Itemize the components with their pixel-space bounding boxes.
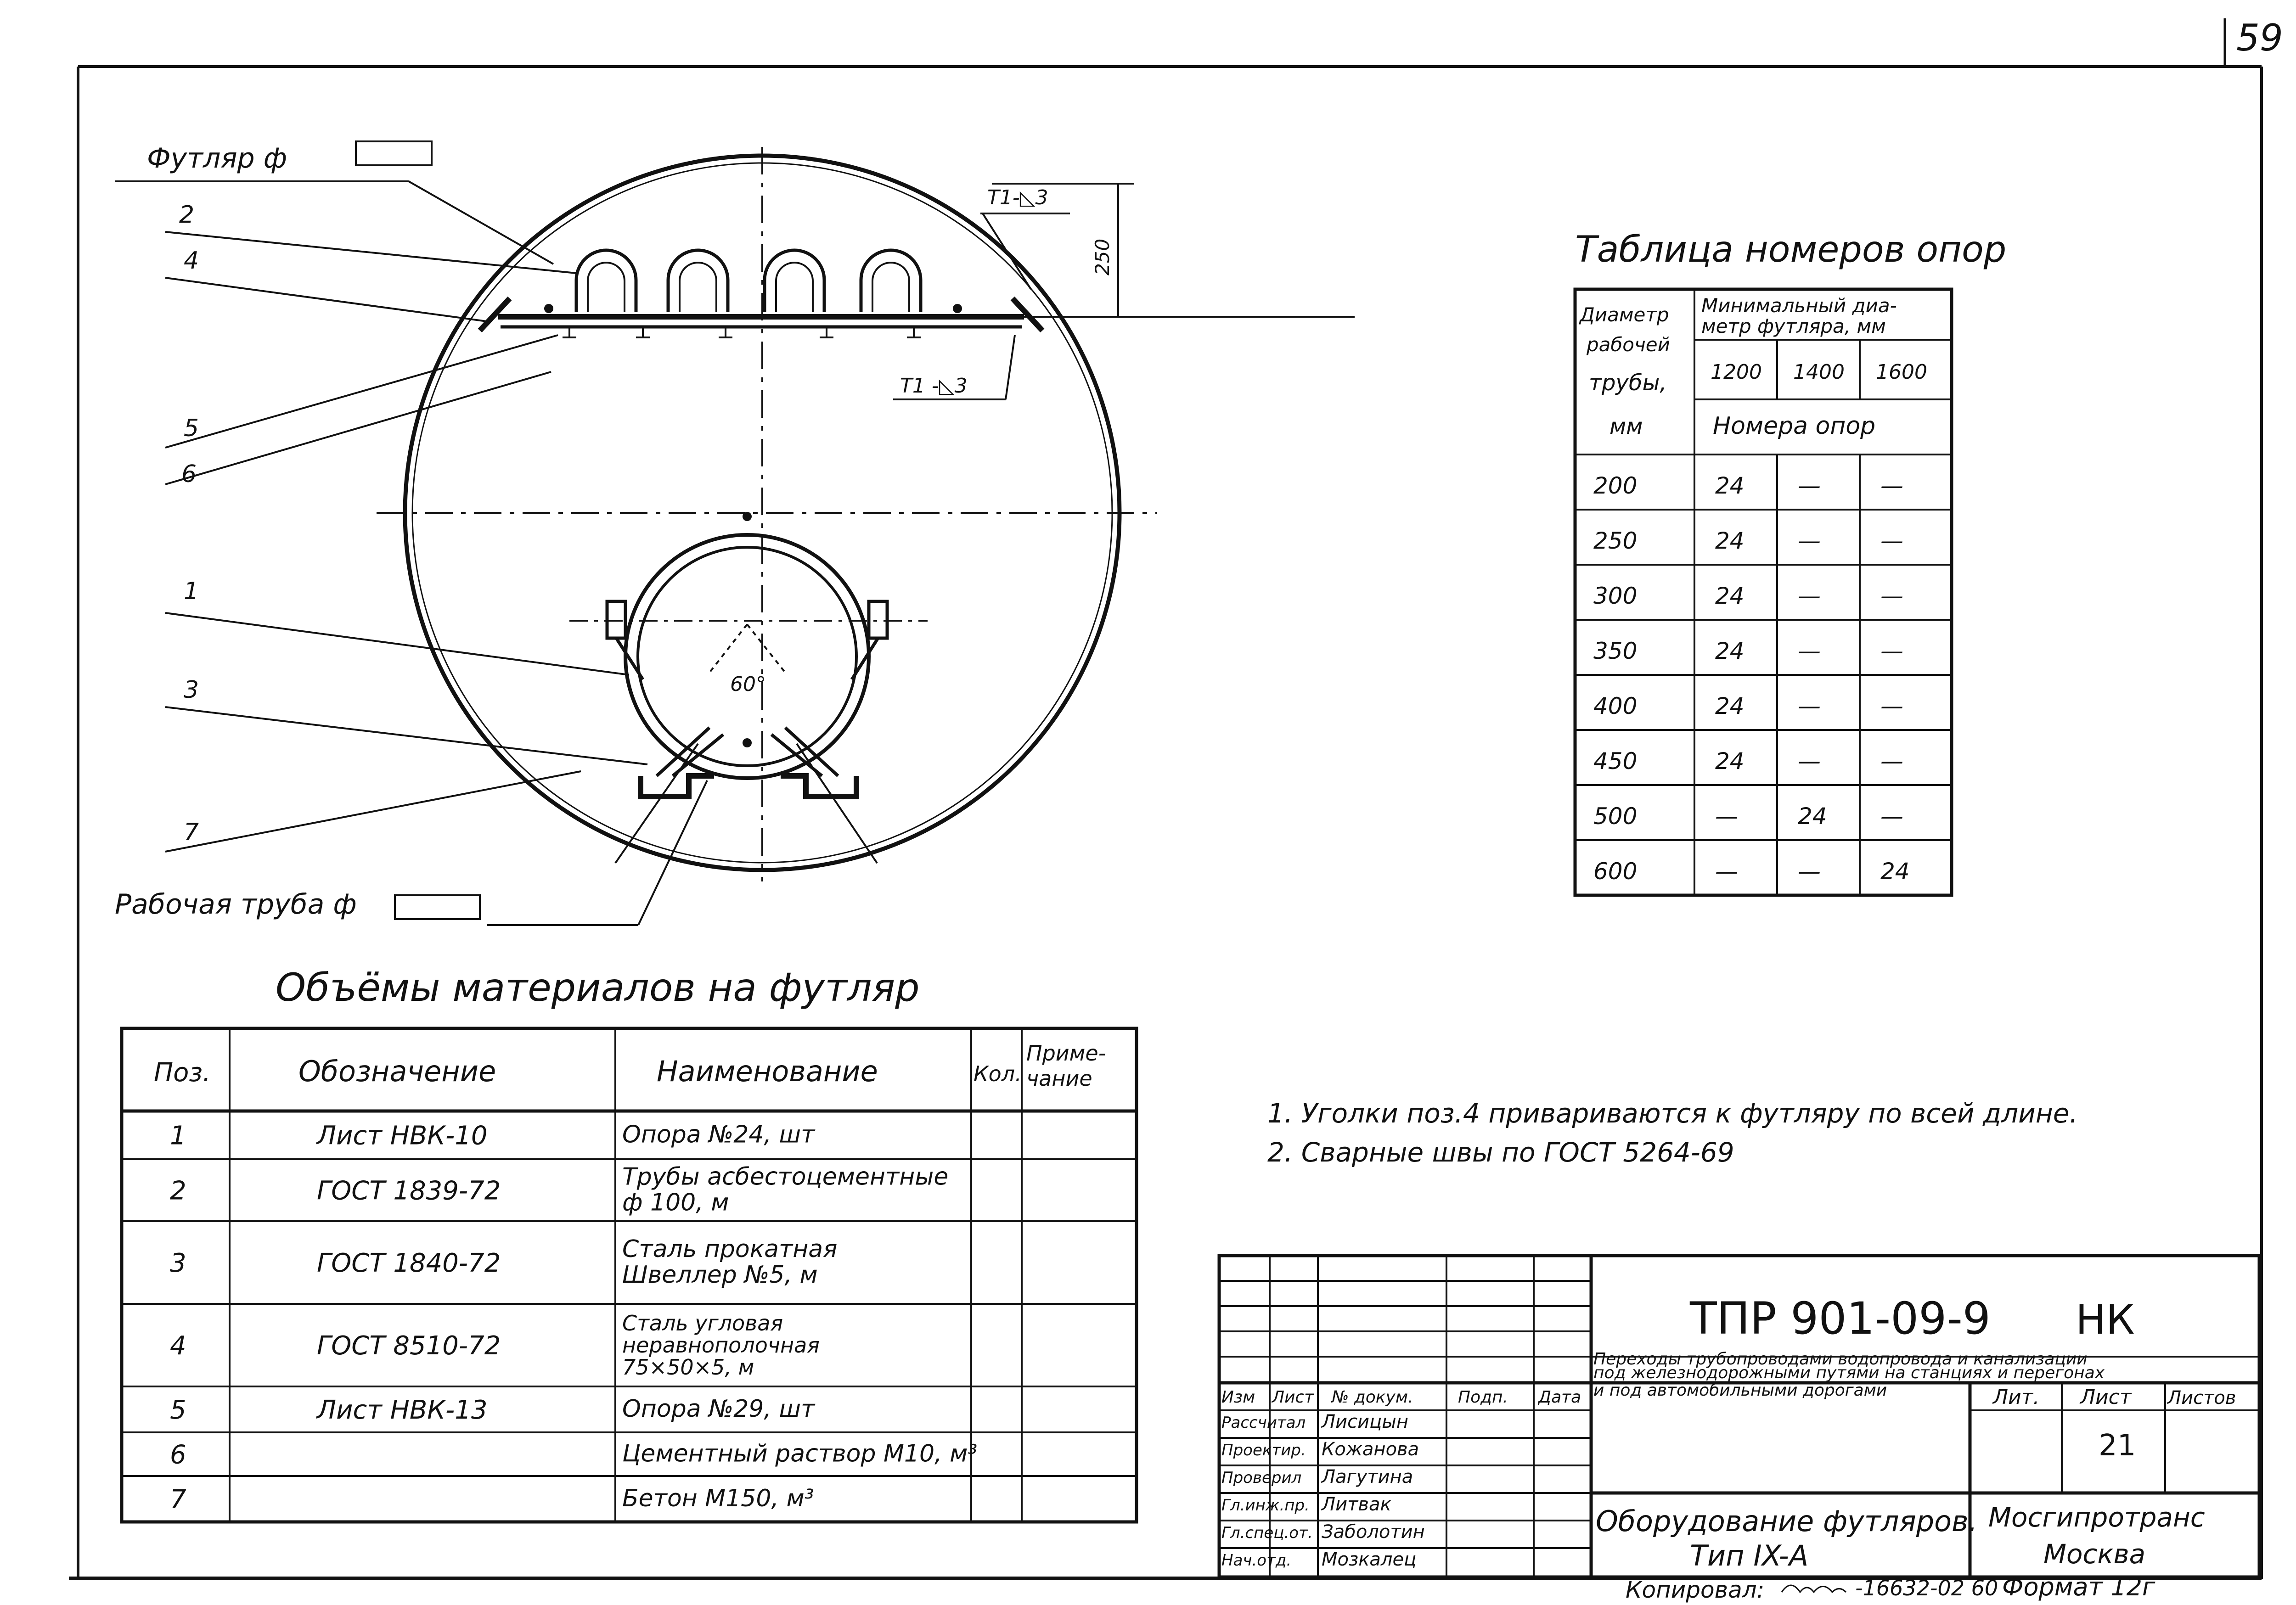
supports-row-cell: — <box>1880 803 1903 830</box>
hdr-izm: Изм <box>1221 1388 1255 1407</box>
materials-table-title: Объёмы материалов на футляр <box>276 965 920 1010</box>
angle-label: 60° <box>730 673 766 696</box>
materials-row-designation: Лист НВК-10 <box>317 1121 488 1151</box>
sheet-label: Лист <box>2080 1386 2132 1409</box>
pos-6-label: 6 <box>181 460 197 488</box>
project-line-3: и под автомобильными дорогами <box>1593 1381 1887 1400</box>
materials-row-name: ф 100, м <box>622 1189 729 1217</box>
materials-row-name: Сталь угловая <box>622 1311 783 1336</box>
supports-row-diameter: 250 <box>1593 528 1638 554</box>
diameter-header-line-1: Диаметр <box>1580 303 1669 326</box>
materials-row-pos: 4 <box>170 1331 186 1361</box>
pos-1-label: 1 <box>184 578 199 605</box>
numbers-header: Номера опор <box>1713 412 1876 440</box>
weld-label-side: Т1 -◺3 <box>900 374 968 398</box>
project-line-2: под железнодорожными путями на станциях и перегонах <box>1593 1364 2105 1382</box>
materials-rows <box>170 1121 977 1515</box>
size-1400: 1400 <box>1793 360 1845 384</box>
supports-row-cell: — <box>1798 858 1821 885</box>
supports-row-cell: — <box>1880 693 1903 719</box>
drawing-code: ТПР 901-09-9 <box>1690 1293 1991 1344</box>
supports-row-cell: — <box>1798 472 1821 499</box>
supports-row-cell: — <box>1798 693 1821 719</box>
supports-row-cell: 24 <box>1715 693 1745 719</box>
supports-row-cell: 24 <box>1715 583 1745 609</box>
supports-row-diameter: 450 <box>1593 748 1638 774</box>
supports-row-cell: 24 <box>1715 472 1745 499</box>
page-number: 59 <box>2236 17 2283 59</box>
working-pipe-inner <box>638 547 856 766</box>
dimension-250: 250 <box>1091 238 1114 275</box>
copied-label: Копировал: <box>1626 1577 1765 1603</box>
project-line-1: Переходы трубопроводами водопровода и канализации <box>1593 1350 2088 1369</box>
header-note-line-1: Приме- <box>1026 1041 1106 1066</box>
min-header-line-2: метр футляра, мм <box>1701 315 1886 337</box>
materials-row-pos: 3 <box>170 1248 186 1278</box>
diameter-header-line-4: мм <box>1609 414 1643 439</box>
supports-row-cell: — <box>1880 472 1903 499</box>
supports-table <box>1575 229 2006 895</box>
pos-4-label: 4 <box>184 247 199 275</box>
format-label: Формат 12г <box>2002 1572 2155 1601</box>
supports-row-cell: 24 <box>1715 748 1745 774</box>
people-rows <box>1221 1411 1425 1570</box>
header-name: Наименование <box>657 1055 878 1088</box>
size-1200: 1200 <box>1711 360 1762 384</box>
pos-7-label: 7 <box>184 819 199 846</box>
hdr-doc: № докум. <box>1332 1388 1413 1407</box>
materials-row-name: Опора №24, шт <box>622 1121 815 1149</box>
supports-row-cell: 24 <box>1880 858 1910 885</box>
casing-label: Футляр ф <box>147 142 287 174</box>
note-1: 1. Уголки поз.4 привариваются к футляру по всей длине. <box>1267 1098 2078 1129</box>
supports-row-diameter: 300 <box>1593 583 1638 609</box>
supports-row-cell: — <box>1880 748 1903 774</box>
materials-row-pos: 6 <box>170 1440 186 1470</box>
supports-row-diameter: 200 <box>1593 472 1638 499</box>
supports-row-diameter: 500 <box>1593 803 1638 830</box>
materials-row-name: Опора №29, шт <box>622 1395 815 1423</box>
pos-2-label: 2 <box>179 201 195 229</box>
materials-row-name: Сталь прокатная <box>622 1235 838 1263</box>
drawing-title-line-2: Тип IX-А <box>1690 1539 1809 1572</box>
diameter-header-line-2: рабочей <box>1587 333 1670 356</box>
size-1600: 1600 <box>1876 360 1927 384</box>
materials-table <box>122 965 1137 1522</box>
organization-line-2: Москва <box>2043 1538 2146 1570</box>
supports-row-cell: — <box>1798 583 1821 609</box>
min-header-line-1: Минимальный диа- <box>1701 294 1897 317</box>
materials-row-name: 75×50×5, м <box>622 1355 754 1380</box>
note-2: 2. Сварные швы по ГОСТ 5264-69 <box>1267 1137 1734 1168</box>
header-note-line-2: чание <box>1026 1066 1092 1091</box>
supports-row-cell: — <box>1880 583 1903 609</box>
supports-row-cell: — <box>1798 748 1821 774</box>
materials-row-name: неравнополочная <box>622 1333 820 1358</box>
supports-row-cell: — <box>1798 638 1821 664</box>
supports-row-cell: — <box>1715 858 1738 885</box>
materials-row-designation: ГОСТ 1840-72 <box>317 1248 501 1278</box>
person-name: Лисицын <box>1322 1411 1409 1432</box>
supports-row-cell: 24 <box>1715 528 1745 554</box>
person-role: Проектир. <box>1221 1441 1306 1459</box>
casing-diameter-box <box>356 141 432 165</box>
notes <box>1267 1098 2078 1168</box>
materials-row-pos: 7 <box>170 1485 186 1515</box>
weld-label-top: Т1-◺3 <box>987 186 1048 209</box>
stage-label: Лит. <box>1993 1386 2040 1409</box>
materials-row-name: Трубы асбестоцементные <box>622 1163 949 1191</box>
materials-row-pos: 2 <box>170 1176 186 1206</box>
supports-row-cell: 24 <box>1715 638 1745 664</box>
drawing-title-line-1: Оборудование футляров. <box>1596 1504 1978 1538</box>
pos-5-label: 5 <box>184 415 199 442</box>
supports-row-diameter: 600 <box>1593 858 1638 885</box>
materials-row-pos: 1 <box>170 1121 186 1151</box>
supports-row-cell: — <box>1715 803 1738 830</box>
diameter-header-line-3: трубы, <box>1589 370 1667 396</box>
supports-row-cell: — <box>1880 638 1903 664</box>
pos-3-label: 3 <box>184 676 199 704</box>
person-name: Мозкалец <box>1322 1549 1417 1570</box>
materials-row-name: Бетон М150, м³ <box>622 1485 814 1512</box>
organization-line-1: Мосгипротранс <box>1988 1502 2205 1533</box>
person-role: Проверил <box>1221 1469 1302 1487</box>
materials-row-pos: 5 <box>170 1395 186 1425</box>
materials-row-designation: ГОСТ 1839-72 <box>317 1176 501 1206</box>
cross-section-drawing <box>115 141 1355 925</box>
hdr-date: Дата <box>1538 1388 1581 1407</box>
copier-signature <box>1782 1585 1846 1592</box>
materials-row-designation: ГОСТ 8510-72 <box>317 1331 501 1361</box>
asbestos-pipes <box>576 250 921 312</box>
supports-row-diameter: 400 <box>1593 693 1638 719</box>
person-name: Заболотин <box>1322 1521 1425 1543</box>
person-name: Литвак <box>1322 1494 1391 1515</box>
supports-row-diameter: 350 <box>1593 638 1638 664</box>
materials-row-name: Швеллер №5, м <box>622 1261 818 1289</box>
person-role: Рассчитал <box>1221 1414 1306 1432</box>
materials-row-designation: Лист НВК-13 <box>317 1395 488 1425</box>
person-role: Гл.спец.от. <box>1221 1524 1313 1542</box>
working-pipe-label: Рабочая труба ф <box>115 888 357 920</box>
supports-table-title: Таблица номеров опор <box>1575 229 2007 270</box>
person-name: Лагутина <box>1322 1466 1413 1487</box>
footer <box>1626 1572 2155 1603</box>
person-role: Нач.отд. <box>1221 1551 1292 1570</box>
person-name: Кожанова <box>1322 1439 1419 1460</box>
materials-row-name: Цементный раствор М10, м³ <box>622 1440 978 1468</box>
title-block <box>1219 1256 2259 1577</box>
header-qty: Кол. <box>974 1061 1022 1086</box>
header-pos: Поз. <box>154 1058 211 1088</box>
supports-row-cell: — <box>1880 528 1903 554</box>
hdr-sign: Подп. <box>1458 1388 1508 1407</box>
order-number: -16632-02 60 <box>1855 1576 1998 1600</box>
supports-rows <box>1593 472 1910 885</box>
supports-row-cell: — <box>1798 528 1821 554</box>
sheet-number: 21 <box>2099 1429 2136 1463</box>
drawing-code-suffix: НК <box>2076 1296 2135 1343</box>
supports-row-cell: 24 <box>1798 803 1827 830</box>
header-designation: Обозначение <box>298 1055 496 1088</box>
working-pipe-diameter-box <box>395 895 480 919</box>
person-role: Гл.инж.пр. <box>1221 1496 1310 1515</box>
sheets-label: Листов <box>2167 1387 2236 1409</box>
hdr-list: Лист <box>1272 1388 1314 1407</box>
